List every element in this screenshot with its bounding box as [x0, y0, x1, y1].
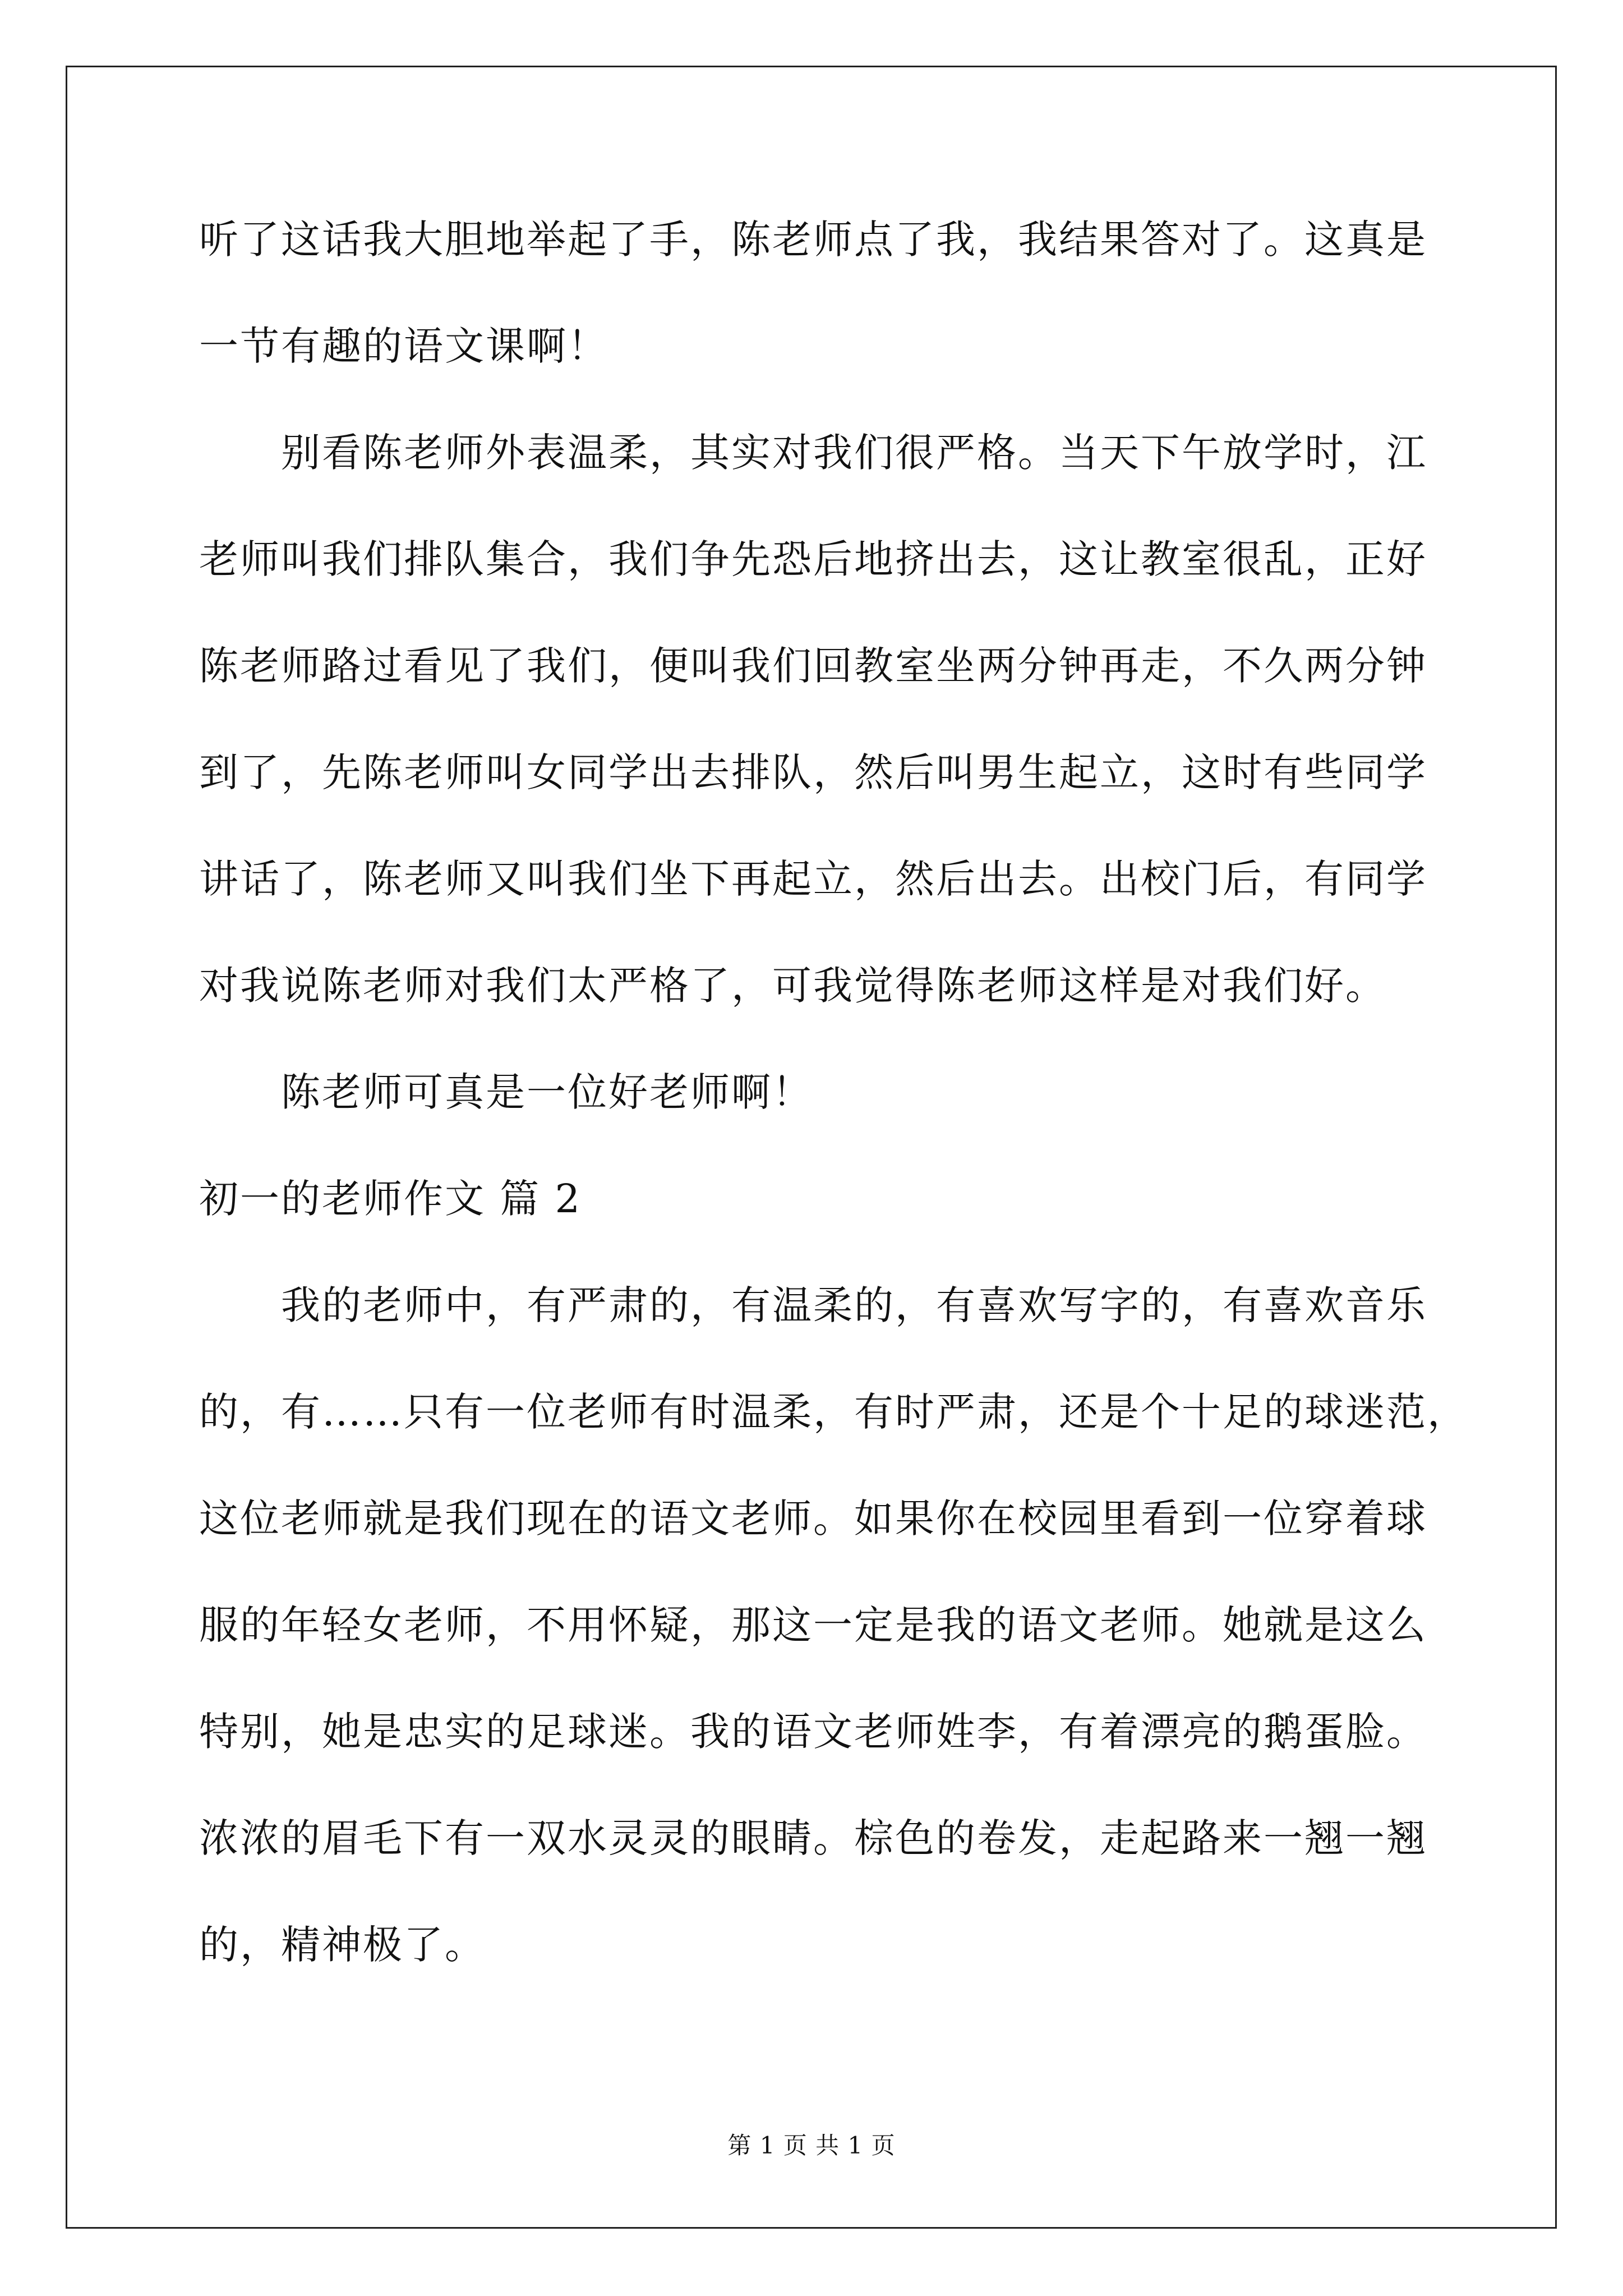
text-line: 这位老师就是我们现在的语文老师。如果你在校园里看到一位穿着球 — [199, 1496, 1427, 1542]
text-line: 陈老师可真是一位好老师啊！ — [281, 1069, 813, 1115]
text-line: 老师叫我们排队集合，我们争先恐后地挤出去，这让教室很乱，正好 — [199, 536, 1427, 582]
text-line: 一节有趣的语文课啊！ — [199, 323, 608, 369]
text-line: 我的老师中，有严肃的，有温柔的，有喜欢写字的，有喜欢音乐 — [281, 1282, 1427, 1328]
section-heading: 初一的老师作文 篇 2 — [199, 1176, 582, 1222]
page-footer: 第 1 页 共 1 页 — [727, 2132, 896, 2159]
text-line: 陈老师路过看见了我们，便叫我们回教室坐两分钟再走，不久两分钟 — [199, 643, 1427, 689]
text-line: 特别，她是忠实的足球迷。我的语文老师姓李，有着漂亮的鹅蛋脸。 — [199, 1709, 1427, 1755]
text-line: 讲话了，陈老师又叫我们坐下再起立，然后出去。出校门后，有同学 — [199, 856, 1427, 902]
page-border — [66, 66, 1557, 2229]
text-line: 听了这话我大胆地举起了手，陈老师点了我，我结果答对了。这真是 — [199, 217, 1427, 263]
text-line: 别看陈老师外表温柔，其实对我们很严格。当天下午放学时，江 — [281, 430, 1427, 476]
text-line: 的，精神极了。 — [199, 1922, 486, 1968]
text-line: 对我说陈老师对我们太严格了，可我觉得陈老师这样是对我们好。 — [199, 963, 1386, 1009]
text-line: 浓浓的眉毛下有一双水灵灵的眼睛。棕色的卷发，走起路来一翘一翘 — [199, 1815, 1427, 1861]
text-line: 服的年轻女老师，不用怀疑，那这一定是我的语文老师。她就是这么 — [199, 1602, 1427, 1648]
text-line: 到了，先陈老师叫女同学出去排队，然后叫男生起立，这时有些同学 — [199, 749, 1427, 795]
text-line: 的，有……只有一位老师有时温柔，有时严肃，还是个十足的球迷范， — [199, 1389, 1468, 1435]
